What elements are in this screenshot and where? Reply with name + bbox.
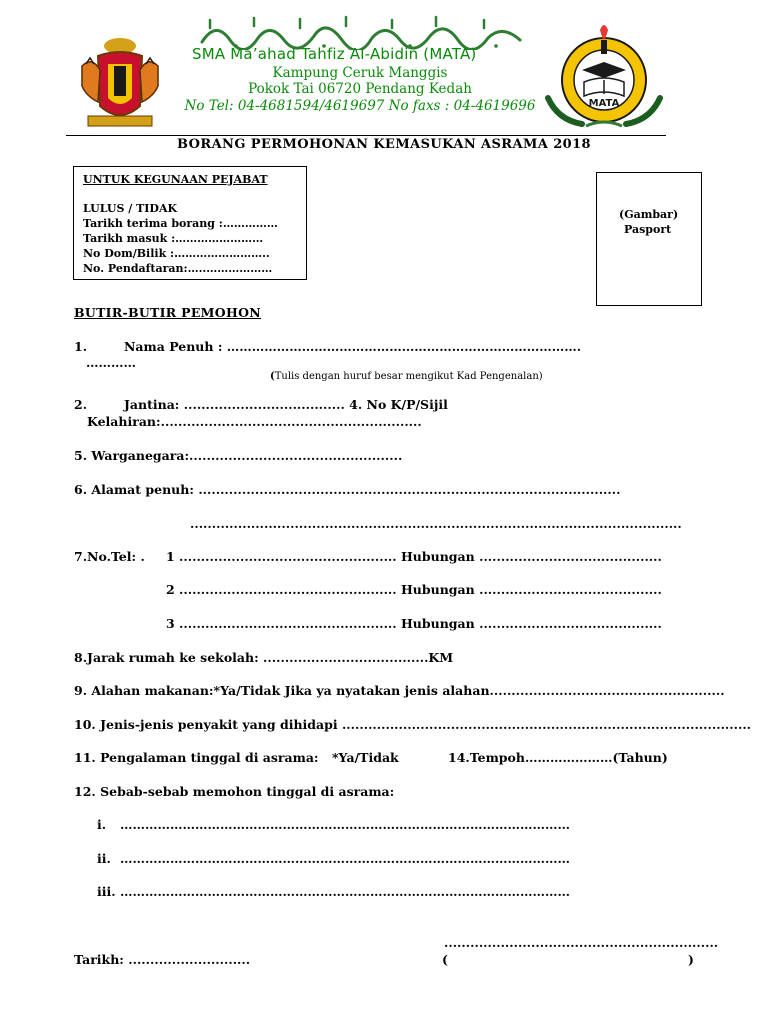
field-reasons-label: 12. Sebab-sebab memohon tinggal di asrama: [74,784,395,799]
photo-label-2: Pasport [624,223,672,236]
field-date[interactable]: Tarikh: ............................ [74,952,251,967]
name-paren-close: ) [688,952,694,967]
field-full-name-note [270,371,543,382]
office-dorm-room: No Dom/Bilik :…………………….. [83,247,270,260]
field-hostel-experience: 11. Pengalaman tinggal di asrama: [74,750,319,765]
reason-2-line[interactable]: ……………………………………………………………………………………………… [120,851,570,866]
field-hostel-experience-option[interactable]: *Ya/Tidak [332,750,399,765]
field-phone-1[interactable]: 1 .................................................. Hubungan .......................................... [166,549,662,564]
photo-label-1: (Gambar) [619,208,679,221]
reason-1-number: i. [97,817,107,832]
address-line-2: Pokok Tai 06720 Pendang Kedah [248,81,472,97]
note-open-paren: ( [270,371,275,382]
passport-photo-box [596,172,702,306]
field-phone-2[interactable]: 2 .................................................. Hubungan .......................................... [166,582,662,597]
field-full-name[interactable]: Nama Penuh : …………………………………………………………………………. [124,339,582,354]
office-date-entry: Tarikh masuk :…………………… [83,232,264,245]
office-status: LULUS / TIDAK [83,202,178,215]
office-registration-no: No. Pendaftaran:…..……………… [83,262,273,275]
field-2-number: 2. [74,397,88,412]
school-logo [542,22,666,134]
field-phone-3[interactable]: 3 .................................................. Hubungan .......................................... [166,616,662,631]
note-text: Tulis dengan huruf besar mengikut Kad Pengenalan) [274,371,543,382]
reason-3-line[interactable]: ……………………………………………………………………………………………… [120,884,570,899]
field-full-address-cont[interactable]: ................................................................................................................. [190,516,682,531]
reason-2-number: ii. [97,851,111,866]
field-birth-cert[interactable]: Kelahiran:............................................................ [87,414,422,429]
field-distance[interactable]: 8.Jarak rumah ke sekolah: ......................................KM [74,650,454,665]
contact-line: No Tel: 04-4681594/4619697 No faxs : 04-4619696 [184,98,536,114]
form-title: BORANG PERMOHONAN KEMASUKAN ASRAMA 2018 [177,137,591,152]
school-logo-text: MATA [588,98,620,109]
office-use-box [73,166,307,280]
section-title: BUTIR-BUTIR PEMOHON [74,305,262,320]
reason-3-number: iii. [97,884,116,899]
name-paren-open: ( [442,952,448,967]
school-name: SMA Ma’ahad Tahfiz Al-Abidin (MATA) [192,45,477,63]
signature-line[interactable]: ............................................................... [444,935,719,950]
header-divider [66,135,666,136]
field-duration[interactable]: 14.Tempoh…………………(Tahun) [448,750,668,765]
field-gender-ic[interactable]: Jantina: ..................................... 4. No K/P/Sijil [124,397,448,412]
office-date-received: Tarikh terima borang :…………… [83,217,278,230]
field-full-name-cont: ………… [86,355,136,370]
field-full-address[interactable]: 6. Alamat penuh: ................................................................................................. [74,482,621,497]
office-heading: UNTUK KEGUNAAN PEJABAT [83,173,268,186]
field-food-allergy[interactable]: 9. Alahan makanan:*Ya/Tidak Jika ya nyatakan jenis alahan...................................................... [74,683,725,698]
reason-1-line[interactable]: ……………………………………………………………………………………………… [120,817,570,832]
field-1-number: 1. [74,339,88,354]
field-phone-label: 7.No.Tel: . [74,549,145,564]
field-citizenship[interactable]: 5. Warganegara:................................................. [74,448,403,463]
address-line-1: Kampung Ceruk Manggis [272,65,448,81]
field-illness[interactable]: 10. Jenis-jenis penyakit yang dihidapi .............................................................................................. [74,717,752,732]
